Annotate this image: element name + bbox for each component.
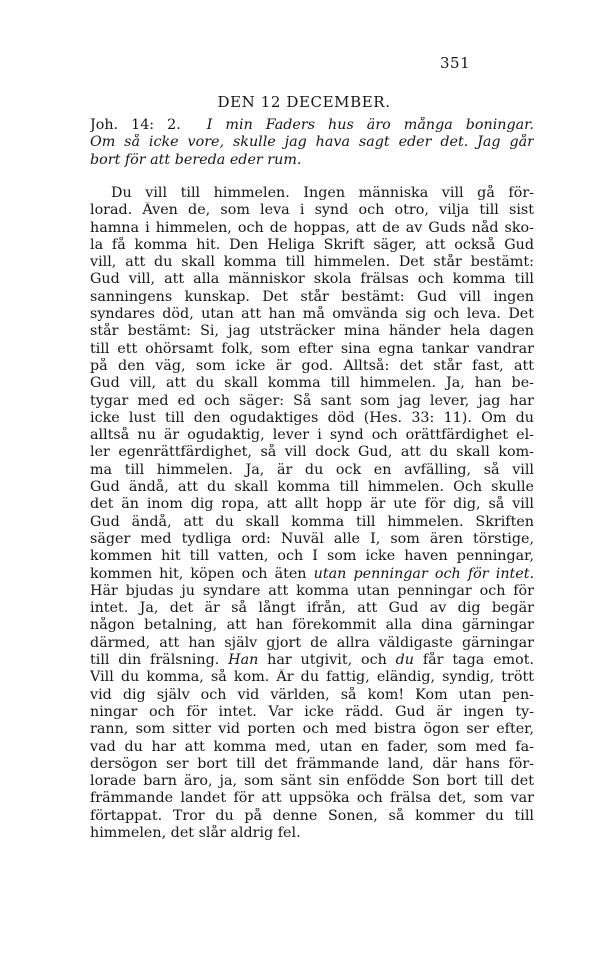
text-line: dersögon ser bort till det främmande land, där hans för-	[90, 755, 534, 772]
italic-segment: Han	[228, 652, 259, 669]
text-line: Vill du komma, så kom. Är du fattig, eländig, syndig, trött	[90, 669, 534, 686]
text-line: sanningens kunskap. Det står bestämt: Gud vill ingen	[90, 288, 534, 305]
text-line: det än inom dig ropa, att allt hopp är ute för dig, så vill	[90, 496, 534, 513]
body-text	[90, 185, 534, 842]
text-line: lorade barn äro, ja, som sänt sin enfödde Son bort till det	[90, 773, 534, 790]
page-title: DEN 12 DECEMBER.	[217, 93, 391, 111]
scripture-verse	[90, 117, 534, 169]
text-line: kommen hit till vatten, och I som icke haven penningar,	[90, 548, 534, 565]
verse-line	[90, 152, 534, 169]
text-line	[90, 652, 534, 669]
text-line: Gud vill, att alla människor skola frälsas och komma till	[90, 271, 534, 288]
text-line: himmelen, det slår aldrig fel.	[90, 824, 301, 841]
text-segment: får taga emot.	[422, 652, 534, 669]
text-line: vill, att du skall komma till himmelen. Det står bestämt:	[90, 254, 534, 271]
text-line: ler egenrättfärdighet, så vill dock Gud, att du skall kom-	[90, 444, 534, 461]
text-line: förtappat. Tror du på denne Sonen, så kommer du till	[90, 807, 534, 824]
text-segment: till din frälsning.	[90, 652, 220, 669]
verse-line	[90, 117, 534, 134]
italic-segment: du	[395, 652, 415, 669]
text-line: Gud vill, att du skall komma till himmelen. Ja, han be-	[90, 375, 534, 392]
text-line: tygar med ed och säger: Så sant som jag lever, jag har	[90, 392, 534, 409]
text-line: Gud ändå, att du skall komma till himmelen. Och skulle	[90, 479, 534, 496]
text-line	[90, 566, 534, 583]
text-line: hamna i himmelen, och de hoppas, att de av Guds nåd sko-	[90, 219, 534, 236]
text-line: vid dig själv och vid världen, så kom! Kom utan pen-	[90, 686, 534, 703]
text-line: rann, som sitter vid porten och med bistra ögon ser efter,	[90, 721, 534, 738]
text-line: ma till himmelen. Ja, är du ock en avfälling, så vill	[90, 461, 534, 478]
text-line: alltså nu är ogudaktig, lever i synd och orättfärdighet el-	[90, 427, 534, 444]
text-line: syndares död, utan att han må omvända sig och leva. Det	[90, 306, 534, 323]
text-line: Här bjudas ju syndare att komma utan penningar och för	[90, 582, 534, 599]
text-line: icke lust till den ogudaktiges död (Hes. 33: 11). Om du	[90, 409, 534, 426]
text-line: lorad. Även de, som leva i synd och otro, vilja till sist	[90, 202, 534, 219]
verse-reference: Joh. 14: 2.	[90, 117, 181, 133]
text-line: står bestämt: Si, jag utsträcker mina händer hela dagen	[90, 323, 534, 340]
text-line: ningar och för intet. Var icke rädd. Gud är ingen ty-	[90, 703, 534, 720]
text-line: Du vill till himmelen. Ingen människa vill gå för-	[111, 185, 534, 201]
text-line: vad du har att komma med, utan en fader, som med fa-	[90, 738, 534, 755]
verse-text: bort för att bereda eder rum.	[90, 151, 302, 168]
text-line: någon betalning, att han förekommit alla dina gärningar	[90, 617, 534, 634]
text-segment: kommen hit, köpen och äten	[90, 565, 307, 582]
text-line: till ett ohörsamt folk, som efter sina egna tankar vandrar	[90, 340, 534, 357]
text-line: på den väg, som icke är god. Alltså: det står fast, att	[90, 357, 534, 374]
italic-segment: utan penningar och för intet.	[313, 565, 534, 582]
text-line: främmande landet för att uppsöka och frälsa det, som var	[90, 790, 534, 807]
verse-text: Om så icke vore, skulle jag hava sagt eder det. Jag går	[90, 134, 534, 151]
text-segment: har utgivit, och	[267, 652, 387, 669]
text-line: la få komma hit. Den Heliga Skrift säger, att också Gud	[90, 236, 534, 253]
text-line: Gud ändå, att du skall komma till himmelen. Skriften	[90, 513, 534, 530]
page-number: 351	[440, 54, 471, 72]
verse-text: I min Faders hus äro många boningar.	[206, 117, 534, 133]
text-line: säger med tydliga ord: Nuväl alle I, som ären törstige,	[90, 530, 534, 547]
text-line: intet. Ja, det är så långt ifrån, att Gud av dig begär	[90, 600, 534, 617]
verse-line	[90, 134, 534, 151]
text-line: därmed, att han själv gjort de allra väldigaste gärningar	[90, 634, 534, 651]
